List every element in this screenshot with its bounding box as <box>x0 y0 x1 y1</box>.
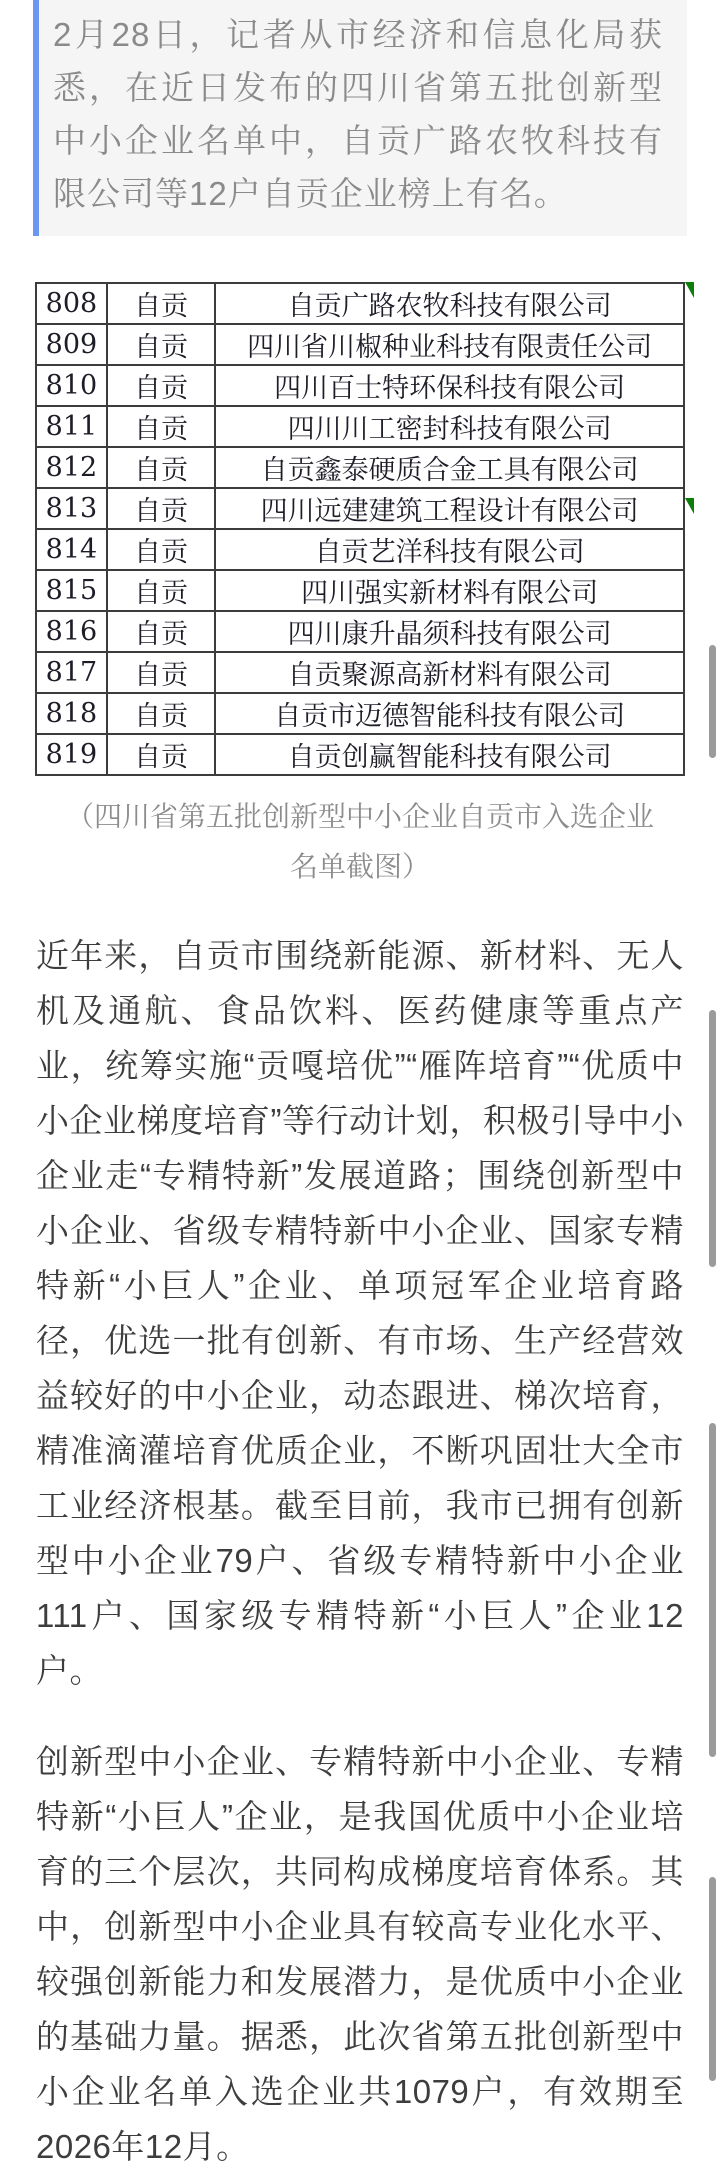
row-city: 自贡 <box>107 693 215 734</box>
row-number: 809 <box>36 324 107 365</box>
green-corner-marker-icon <box>685 498 694 514</box>
scrollbar-thumb[interactable] <box>709 1877 716 2081</box>
row-company: 四川康升晶须科技有限公司 <box>215 611 684 652</box>
row-company: 自贡艺洋科技有限公司 <box>215 529 684 570</box>
company-table-body <box>36 283 684 775</box>
row-city: 自贡 <box>107 529 215 570</box>
row-city: 自贡 <box>107 324 215 365</box>
lead-quote-text: 2月28日，记者从市经济和信息化局获悉，在近日发布的四川省第五批创新型中小企业名单中，自贡广路农牧科技有限公司等12户自贡企业榜上有名。 <box>53 16 663 212</box>
row-city: 自贡 <box>107 365 215 406</box>
article-body <box>36 928 684 2174</box>
row-company: 四川省川椒种业科技有限责任公司 <box>215 324 684 365</box>
row-number: 815 <box>36 570 107 611</box>
scrollbar-thumb[interactable] <box>709 1010 716 1267</box>
table-caption <box>35 792 685 892</box>
row-company: 四川远建建筑工程设计有限公司 <box>215 488 684 529</box>
table-row <box>36 324 684 365</box>
article-paragraph-2: 创新型中小企业、专精特新中小企业、专精特新“小巨人”企业，是我国优质中小企业培育的三个层次，共同构成梯度培育体系。其中，创新型中小企业具有较高专业化水平、较强创新能力和发展潜力，是优质中小企业的基础力量。据悉，此次省第五批创新型中小企业名单入选企业共1079户，有效期至2026年12月。 <box>36 1743 684 2165</box>
table-row <box>36 693 684 734</box>
row-city: 自贡 <box>107 283 215 324</box>
row-city: 自贡 <box>107 570 215 611</box>
table-row <box>36 734 684 775</box>
lead-quote-block <box>33 0 687 236</box>
row-company: 自贡广路农牧科技有限公司 <box>215 283 684 324</box>
table-row <box>36 570 684 611</box>
row-number: 817 <box>36 652 107 693</box>
row-number: 810 <box>36 365 107 406</box>
row-number: 814 <box>36 529 107 570</box>
scrollbar-thumb[interactable] <box>709 645 716 758</box>
row-number: 808 <box>36 283 107 324</box>
company-table <box>35 282 685 776</box>
company-table-image <box>35 282 685 776</box>
table-row <box>36 652 684 693</box>
row-city: 自贡 <box>107 734 215 775</box>
row-company: 四川强实新材料有限公司 <box>215 570 684 611</box>
row-number: 819 <box>36 734 107 775</box>
row-number: 816 <box>36 611 107 652</box>
row-number: 811 <box>36 406 107 447</box>
row-company: 自贡创赢智能科技有限公司 <box>215 734 684 775</box>
table-row <box>36 529 684 570</box>
row-city: 自贡 <box>107 406 215 447</box>
green-corner-marker-icon <box>685 282 694 298</box>
row-city: 自贡 <box>107 488 215 529</box>
row-city: 自贡 <box>107 611 215 652</box>
scrollbar-thumb[interactable] <box>709 1423 716 1757</box>
table-row <box>36 365 684 406</box>
table-row <box>36 611 684 652</box>
row-number: 818 <box>36 693 107 734</box>
row-number: 813 <box>36 488 107 529</box>
table-row <box>36 488 684 529</box>
row-city: 自贡 <box>107 447 215 488</box>
table-row <box>36 283 684 324</box>
row-number: 812 <box>36 447 107 488</box>
row-company: 自贡聚源高新材料有限公司 <box>215 652 684 693</box>
table-caption-line2: 名单截图） <box>289 851 430 882</box>
row-company: 四川川工密封科技有限公司 <box>215 406 684 447</box>
row-company: 自贡鑫泰硬质合金工具有限公司 <box>215 447 684 488</box>
table-row <box>36 406 684 447</box>
table-caption-line1: （四川省第五批创新型中小企业自贡市入选企业 <box>65 801 654 832</box>
row-company: 四川百士特环保科技有限公司 <box>215 365 684 406</box>
row-company: 自贡市迈德智能科技有限公司 <box>215 693 684 734</box>
article-paragraph-1: 近年来，自贡市围绕新能源、新材料、无人机及通航、食品饮料、医药健康等重点产业，统筹实施“贡嘎培优”“雁阵培育”“优质中小企业梯度培育”等行动计划，积极引导中小企业走“专精特新”发展道路；围绕创新型中小企业、省级专精特新中小企业、国家专精特新“小巨人”企业、单项冠军企业培育路径，优选一批有创新、有市场、生产经营效益较好的中小企业，动态跟进、梯次培育，精准滴灌培育优质企业，不断巩固壮大全市工业经济根基。截至目前，我市已拥有创新型中小企业79户、省级专精特新中小企业111户、国家级专精特新“小巨人”企业12户。 <box>36 937 684 1689</box>
table-row <box>36 447 684 488</box>
row-city: 自贡 <box>107 652 215 693</box>
